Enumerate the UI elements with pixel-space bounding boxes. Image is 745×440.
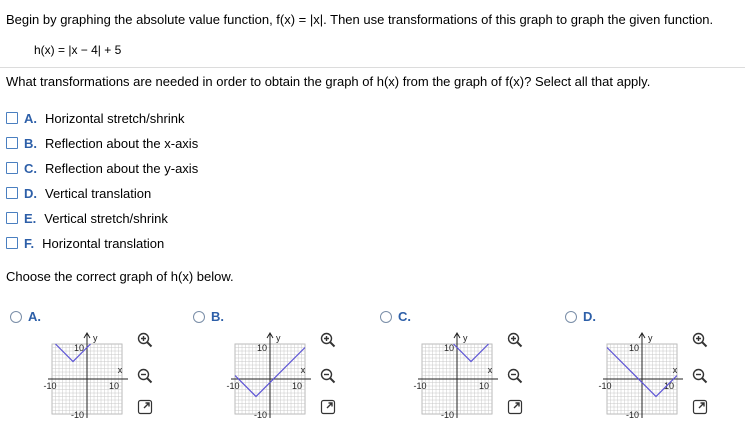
option-label: Vertical stretch/shrink [44,210,168,226]
option-letter: B. [24,135,37,151]
option-letter: D. [24,185,37,201]
expand-icon[interactable] [692,399,708,415]
graph-choice-a[interactable] [26,330,136,440]
option-e[interactable] [6,209,168,227]
graph-choice-radio-c[interactable] [380,311,392,323]
y-axis-label: y [93,333,98,343]
tick-label-x-neg: -10 [413,381,427,391]
option-checkbox[interactable] [6,237,18,249]
tick-label-y-neg: -10 [625,410,639,420]
expand-icon[interactable] [507,399,523,415]
graph-choice-letter-b: B. [211,309,224,324]
x-axis-label: x [672,365,678,375]
option-f[interactable] [6,234,164,252]
option-label: Reflection about the y-axis [45,160,199,176]
graph-prompt: Choose the correct graph of h(x) below. [6,269,234,284]
zoom-in-icon[interactable] [320,332,336,348]
tick-label-x-pos: 10 [663,381,675,391]
graph-choice-d[interactable] [581,330,691,440]
option-letter: C. [24,160,37,176]
tick-label-y-neg: -10 [253,410,267,420]
graph-choice-c[interactable] [396,330,506,440]
zoom-in-icon[interactable] [692,332,708,348]
option-c[interactable] [6,159,198,177]
zoom-out-icon[interactable] [507,368,523,384]
expand-icon[interactable] [137,399,153,415]
tick-label-y-pos: 10 [443,343,454,353]
option-label: Reflection about the x-axis [45,135,199,151]
option-letter: E. [24,210,37,226]
option-checkbox[interactable] [6,212,18,224]
option-d[interactable] [6,184,151,202]
divider-top [0,67,745,68]
option-checkbox[interactable] [6,112,18,124]
option-label: Horizontal translation [42,235,165,251]
option-checkbox[interactable] [6,162,18,174]
option-a[interactable] [6,109,184,127]
tick-label-y-pos: 10 [256,343,267,353]
x-axis-label: x [487,365,493,375]
graph-choice-radio-a[interactable] [10,311,22,323]
option-letter: F. [24,235,35,251]
expand-icon[interactable] [320,399,336,415]
option-label: Horizontal stretch/shrink [45,110,185,126]
tick-label-x-neg: -10 [598,381,612,391]
question-intro: Begin by graphing the absolute value function, f(x) = |x|. Then use transformations of this graph to graph the given function. [6,12,714,27]
zoom-in-icon[interactable] [137,332,153,348]
x-axis-label: x [117,365,123,375]
zoom-in-icon[interactable] [507,332,523,348]
option-letter: A. [24,110,37,126]
y-axis-label: y [463,333,468,343]
tick-label-y-neg: -10 [440,410,454,420]
graph-choice-radio-b[interactable] [193,311,205,323]
x-axis-label: x [300,365,306,375]
option-checkbox[interactable] [6,187,18,199]
graph-choice-radio-d[interactable] [565,311,577,323]
graph-choice-letter-a: A. [28,309,41,324]
graph-choice-letter-d: D. [583,309,596,324]
zoom-out-icon[interactable] [137,368,153,384]
function-label: h(x) = |x − 4| + 5 [34,43,122,57]
tick-label-y-pos: 10 [73,343,84,353]
tick-label-x-neg: -10 [43,381,57,391]
tick-label-x-neg: -10 [226,381,240,391]
graph-choice-b[interactable] [209,330,319,440]
tick-label-x-pos: 10 [108,381,120,391]
y-axis-label: y [648,333,653,343]
zoom-out-icon[interactable] [692,368,708,384]
zoom-out-icon[interactable] [320,368,336,384]
graph-choice-letter-c: C. [398,309,411,324]
option-label: Vertical translation [45,185,152,201]
option-checkbox[interactable] [6,137,18,149]
y-axis-label: y [276,333,281,343]
tick-label-y-neg: -10 [70,410,84,420]
tick-label-y-pos: 10 [628,343,639,353]
tick-label-x-pos: 10 [291,381,303,391]
tick-label-x-pos: 10 [478,381,490,391]
question-prompt: What transformations are needed in order to obtain the graph of h(x) from the graph of f(x)? Select all that apply. [6,74,651,89]
option-b[interactable] [6,134,198,152]
